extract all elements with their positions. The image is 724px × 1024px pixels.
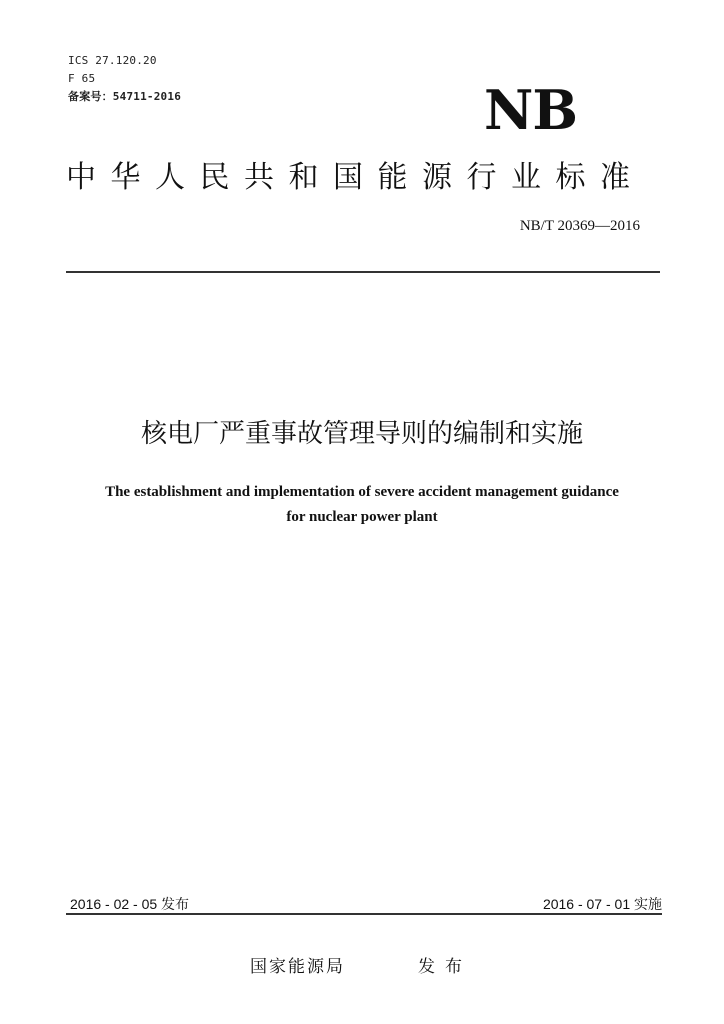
ccs-code: F 65 bbox=[68, 72, 96, 85]
document-title-chinese: 核电厂严重事故管理导则的编制和实施 bbox=[140, 419, 583, 449]
publish-label: 发布 bbox=[418, 957, 472, 977]
issue-date: 2016 - 02 - 05 发布 bbox=[70, 896, 190, 912]
nb-logo: NB bbox=[484, 78, 578, 142]
bottom-divider bbox=[66, 913, 662, 915]
top-divider bbox=[66, 271, 660, 273]
standard-number: NB/T 20369—2016 bbox=[519, 218, 640, 234]
filing-number: 备案号：54711-2016 bbox=[68, 90, 182, 103]
document-title-english-line-1: The establishment and implementation of severe accident management guidance bbox=[105, 484, 619, 500]
document-title-english-line-2: for nuclear power plant bbox=[286, 509, 438, 525]
ics-code: ICS 27.120.20 bbox=[68, 54, 157, 67]
publisher-name: 国家能源局 bbox=[250, 957, 345, 977]
organization-title: 中华人民共和国能源行业标准 bbox=[66, 160, 645, 195]
implementation-date: 2016 - 07 - 01 实施 bbox=[542, 896, 662, 912]
